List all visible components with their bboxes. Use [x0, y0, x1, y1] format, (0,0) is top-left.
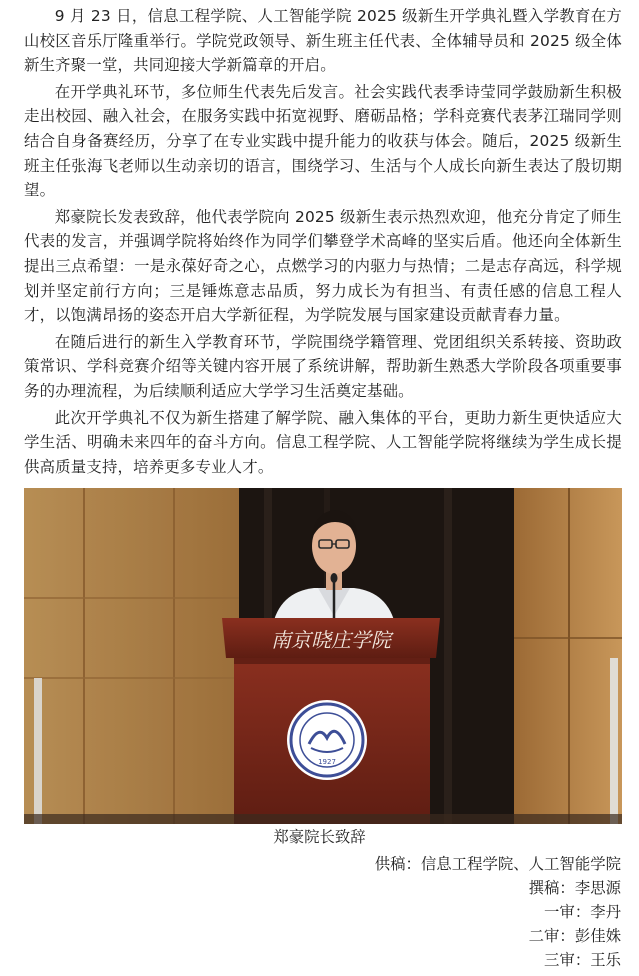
- speech-photo: [24, 488, 622, 824]
- article-paragraph-1: 9 月 23 日，信息工程学院、人工智能学院 2025 级新生开学典礼暨入学教育在方山校区音乐厅隆重举行。学院党政领导、新生班主任代表、全体辅导员和 2025 级全体新生齐聚一堂，共同迎接大学新篇章的开启。: [24, 7, 622, 75]
- credit-second-review: 二审：彭佳姝: [528, 927, 621, 945]
- article-paragraph-5: 此次开学典礼不仅为新生搭建了解学院、融入集体的平台，更助力新生更快适应大学生活、明确未来四年的奋斗方向。信息工程学院、人工智能学院将继续为学生成长提供高质量支持，培养更多专业人才。: [24, 408, 622, 476]
- article-paragraph-4: 在随后进行的新生入学教育环节，学院围绕学籍管理、党团组织关系转接、资助政策常识、学科竞赛介绍等关键内容开展了系统讲解，帮助新生熟悉大学阶段各项重要事务的办理流程，为后续顺利适应大学学习生活奠定基础。: [24, 332, 622, 400]
- podium-sign-text: 南京晓庄学院: [271, 628, 391, 652]
- emblem-year-text: 1927: [318, 758, 336, 766]
- article-paragraph-3: 郑豪院长发表致辞，他代表学院向 2025 级新生表示热烈欢迎，他充分肯定了师生代表的发言，并强调学院将始终作为同学们攀登学术高峰的坚实后盾。他还向全体新生提出三点希望：一是永葆好奇之心，点燃学习的内驱力与热情；二是志存高远，科学规划并坚定前行方向；三是锤炼意志品质，努力成长为有担当、有责任感的信息工程人才，以饱满昂扬的姿态开启大学新征程，为学院发展与国家建设贡献青春力量。: [24, 207, 622, 325]
- credit-first-review: 一审：李丹: [544, 903, 621, 921]
- article-body: [24, 4, 622, 479]
- credit-third-review: 三审：王乐: [544, 951, 621, 969]
- article-paragraph-2: 在开学典礼环节，多位师生代表先后发言。社会实践代表季诗莹同学鼓励新生积极走出校园、融入社会，在服务实践中拓宽视野、磨砺品格；学科竞赛代表茅江瑞同学则结合自身备赛经历，分享了在专业实践中提升能力的收获与体会。随后，2025 级新生班主任张海飞老师以生动亲切的语言，围绕学习、生活与个人成长向新生表达了殷切期望。: [24, 82, 622, 200]
- credit-writer: 撰稿：李思源: [528, 879, 621, 897]
- credit-contributor: 供稿：信息工程学院、人工智能学院: [374, 855, 621, 873]
- credits-block: [375, 852, 621, 972]
- photo-caption: 郑豪院长致辞: [273, 828, 366, 846]
